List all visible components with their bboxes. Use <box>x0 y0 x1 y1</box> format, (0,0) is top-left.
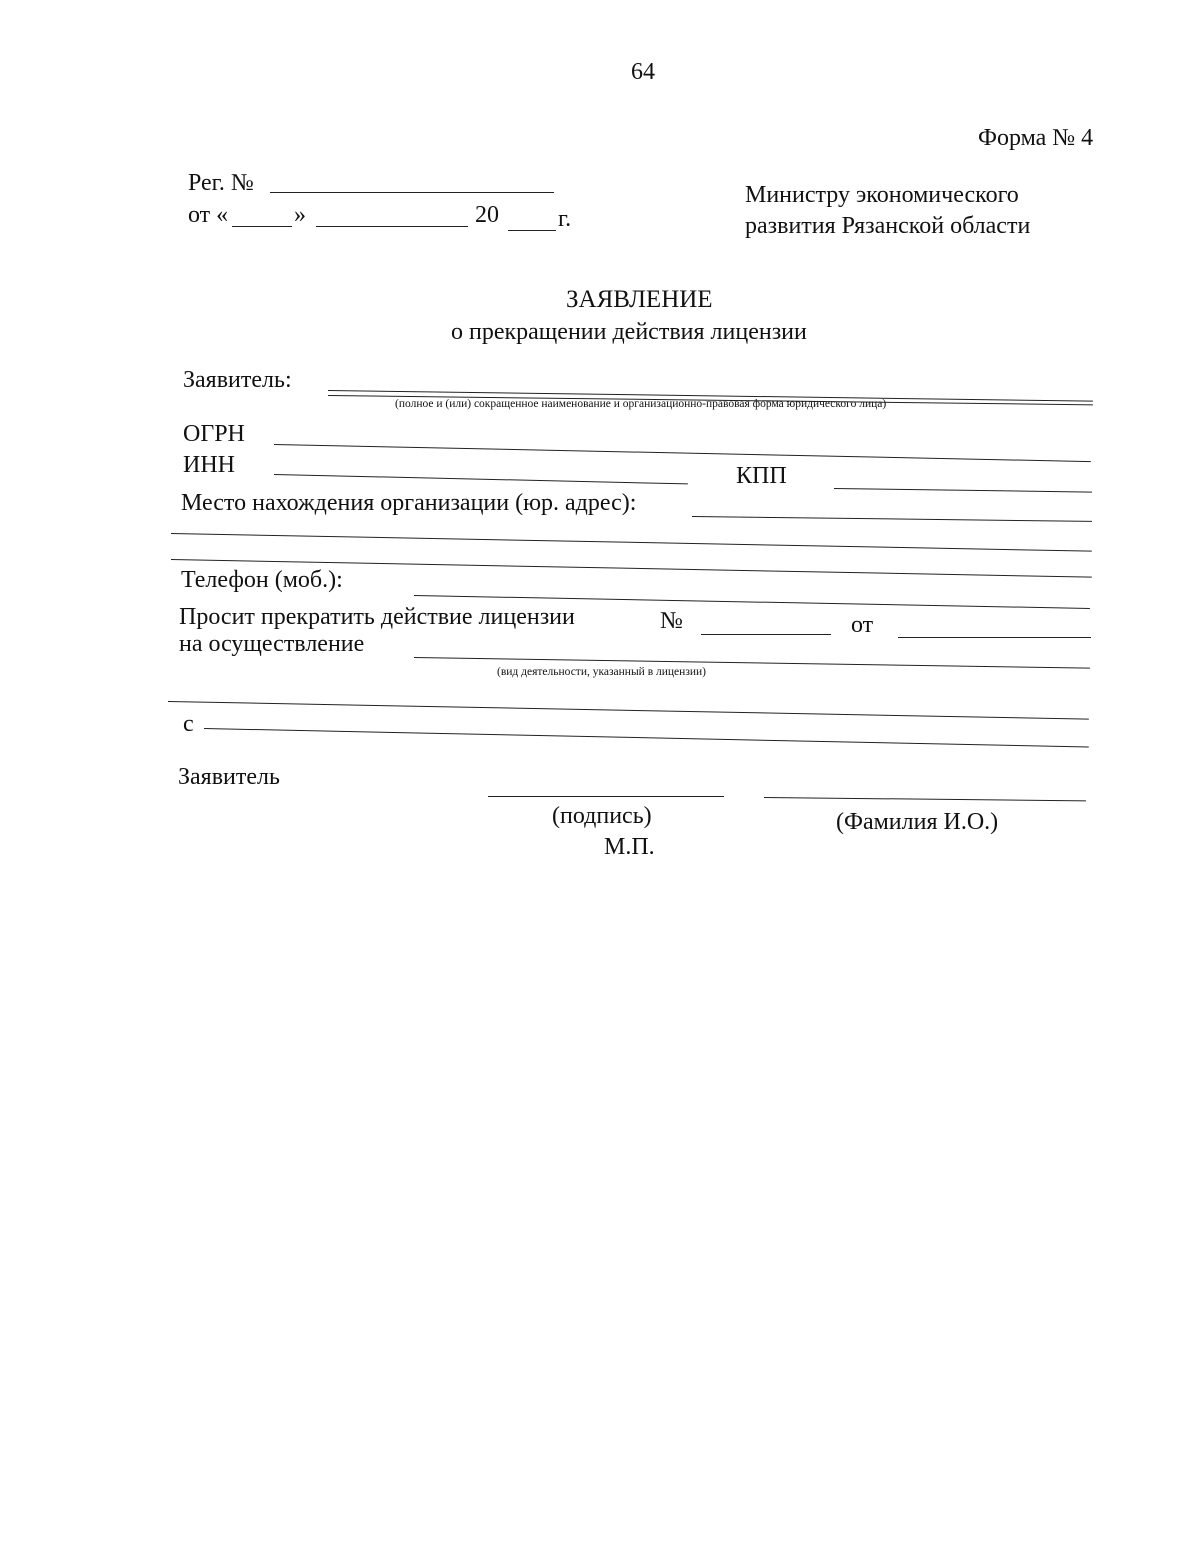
reg-month-line <box>316 226 468 227</box>
kpp-line <box>834 488 1092 493</box>
document-subtitle: о прекращении действия лицензии <box>451 319 807 345</box>
inn-line <box>274 474 688 484</box>
reg-year-prefix: 20 <box>475 202 499 228</box>
inn-label: ИНН <box>183 452 235 478</box>
license-number-line <box>701 634 831 635</box>
since-line <box>204 728 1089 748</box>
reg-date-from-label: от « <box>188 202 229 228</box>
reg-number-line <box>270 192 554 193</box>
address-line-1 <box>692 516 1092 522</box>
address-line-2 <box>171 533 1092 552</box>
phone-label: Телефон (моб.): <box>181 567 343 593</box>
document-title: ЗАЯВЛЕНИЕ <box>566 286 713 313</box>
license-number-label: № <box>660 608 683 634</box>
license-from-label: от <box>851 612 874 638</box>
applicant-label: Заявитель: <box>183 367 292 393</box>
reg-year-line <box>508 230 556 231</box>
reg-date-mid-label: » <box>294 202 306 228</box>
addressee-line-2: развития Рязанской области <box>745 213 1031 239</box>
page-number: 64 <box>631 59 655 85</box>
seal-label: М.П. <box>604 834 655 860</box>
request-label: Просит прекратить действие лицензии <box>179 604 575 630</box>
reg-year-suffix: г. <box>558 206 572 232</box>
activity-hint: (вид деятельности, указанный в лицензии) <box>497 666 706 678</box>
addressee-line-1: Министру экономического <box>745 182 1019 208</box>
since-label: с <box>183 711 194 737</box>
license-date-line <box>898 637 1091 638</box>
signature-line <box>488 796 724 797</box>
kpp-label: КПП <box>736 463 787 489</box>
applicant-hint: (полное и (или) сокращенное наименование и организационно-правовая форма юридического лица) <box>395 398 887 410</box>
signature-applicant-label: Заявитель <box>178 764 280 790</box>
name-line <box>764 797 1086 801</box>
reg-number-label: Рег. № <box>188 170 254 196</box>
address-label: Место нахождения организации (юр. адрес): <box>181 490 637 516</box>
ogrn-line <box>274 444 1091 462</box>
activity-line-2 <box>168 701 1089 720</box>
name-caption: (Фамилия И.О.) <box>836 809 999 835</box>
reg-day-line <box>232 226 292 227</box>
activity-label: на осуществление <box>179 631 365 657</box>
form-label: Форма № 4 <box>978 125 1094 151</box>
ogrn-label: ОГРН <box>183 421 245 447</box>
signature-caption: (подпись) <box>552 803 652 829</box>
